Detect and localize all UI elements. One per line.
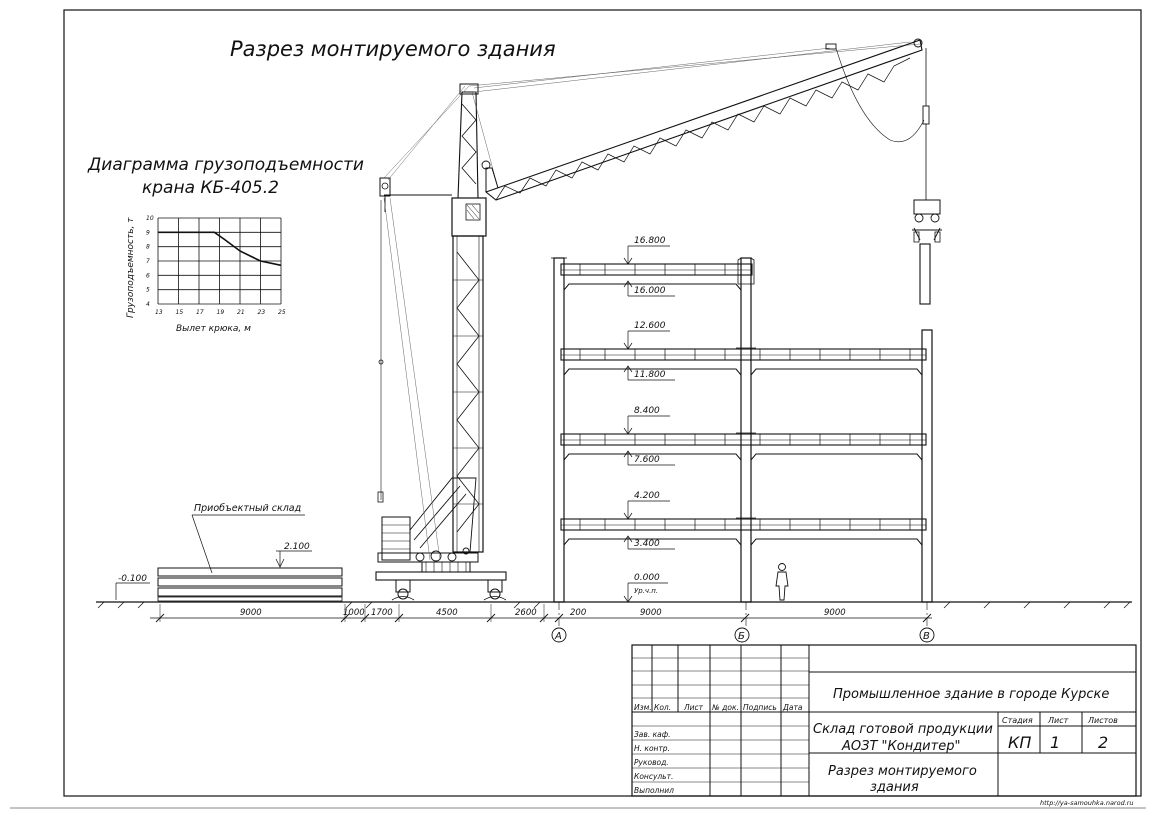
mounted-column <box>920 244 930 304</box>
dim-200: 200 <box>570 608 587 618</box>
sheets-label: Листов <box>1088 716 1118 725</box>
level-ground: 0.000 <box>634 573 660 583</box>
beams <box>564 275 922 545</box>
roof-slab <box>561 264 752 275</box>
floor-slab-1 <box>561 519 926 530</box>
floor-slab-2 <box>561 434 926 445</box>
level-ground-note: Ур.ч.п. <box>634 587 659 595</box>
col-header-kol: Кол. <box>654 703 672 712</box>
floor-slab-3 <box>561 349 926 360</box>
chart-xtick-19: 19 <box>216 309 225 316</box>
chart-xtick-15: 15 <box>175 309 184 316</box>
axis-c-label: В <box>923 631 930 642</box>
drawing-title: Разрез монтируемого здания <box>230 37 556 61</box>
chart-ytick-10: 10 <box>146 215 154 222</box>
role-vypolnil: Выполнил <box>634 786 674 795</box>
object-name-line2: АОЗТ "Кондитер" <box>842 739 961 754</box>
col-header-sign: Подпись <box>743 703 777 712</box>
warehouse-label: Приобъектный склад <box>194 503 302 514</box>
level-marks <box>624 236 675 602</box>
crane-base-frame <box>376 572 506 580</box>
dim-9000-span1: 9000 <box>640 608 662 618</box>
level-3-bottom: 11.800 <box>634 370 666 380</box>
warehouse-ground-level: -0.100 <box>118 574 148 584</box>
chart-xlabel: Вылет крюка, м <box>176 324 251 334</box>
website-url: http://ya-samouhka.narod.ru <box>1040 799 1134 807</box>
tower-crane <box>376 39 942 600</box>
title-block <box>632 645 1136 796</box>
counter-jib-block <box>380 178 390 196</box>
dim-9000-warehouse: 9000 <box>240 608 262 618</box>
project-name: Промышленное здание в городе Курске <box>833 687 1110 702</box>
axis-b-label: Б <box>738 631 745 642</box>
grid-axes <box>552 602 934 642</box>
object-name-line1: Склад готовой продукции <box>813 722 993 737</box>
dim-1000: 1000 <box>343 608 365 618</box>
level-3-top: 12.600 <box>634 321 666 331</box>
role-n-kontr: Н. контр. <box>634 744 670 753</box>
col-header-date: Дата <box>783 703 803 712</box>
chart-title-line1: Диаграмма грузоподъемности <box>88 155 364 175</box>
chart-xtick-21: 21 <box>237 309 245 316</box>
hook-block <box>912 200 942 242</box>
drawing-frame <box>64 10 1141 796</box>
chart-xtick-17: 17 <box>196 309 204 316</box>
col-header-izm: Изм. <box>634 703 652 712</box>
load-chart <box>87 155 364 334</box>
chart-ytick-8: 8 <box>146 243 150 251</box>
wheel-left <box>398 589 408 599</box>
building-section <box>551 258 932 602</box>
slack-rope <box>836 48 924 142</box>
chart-ytick-5: 5 <box>146 286 150 294</box>
stage-value: КП <box>1008 733 1032 752</box>
counterweight <box>382 517 410 560</box>
column-a <box>554 258 564 602</box>
sheet-title-line1: Разрез монтируемого <box>828 764 977 779</box>
role-konsult: Консульт. <box>634 772 674 781</box>
slab-ribs <box>580 264 910 530</box>
column-c <box>922 330 932 602</box>
chart-xtick-23: 23 <box>257 309 266 316</box>
slewing-ring <box>422 562 470 572</box>
dimension-chain <box>150 604 932 622</box>
level-1-top: 4.200 <box>634 491 660 501</box>
dim-1700: 1700 <box>371 608 393 618</box>
panel-stack-1 <box>158 568 342 576</box>
level-roof-top: 16.800 <box>634 236 666 246</box>
chart-ylabel: Грузоподъемность, т <box>126 217 136 318</box>
sheet-label: Лист <box>1048 716 1069 725</box>
on-site-warehouse <box>116 503 342 601</box>
chart-ytick-9: 9 <box>146 229 150 237</box>
chart-ytick-6: 6 <box>146 272 150 280</box>
axis-a-label: А <box>555 631 562 642</box>
tower-head <box>458 92 478 198</box>
role-zav-kaf: Зав. каф. <box>634 730 671 739</box>
pendant-ropes <box>384 42 920 560</box>
role-rukovod: Руковод. <box>634 758 669 767</box>
wheel-right <box>490 589 500 599</box>
panel-stack-base <box>158 597 342 601</box>
chart-title-line2: крана КБ-405.2 <box>142 178 279 198</box>
dim-9000-span2: 9000 <box>824 608 846 618</box>
level-1-bottom: 3.400 <box>634 539 660 549</box>
level-2-top: 8.400 <box>634 406 660 416</box>
chart-xtick-25: 25 <box>278 309 286 316</box>
sheets-value: 2 <box>1098 733 1109 752</box>
chart-ytick-7: 7 <box>146 258 150 265</box>
chart-xtick-13: 13 <box>155 309 163 316</box>
warehouse-top-level: 2.100 <box>284 542 310 552</box>
panel-stack-2 <box>158 578 342 586</box>
worker-figure <box>776 564 788 601</box>
bogie-left <box>396 580 410 592</box>
sheet-value: 1 <box>1050 733 1061 752</box>
dim-2600: 2600 <box>515 608 537 618</box>
bogie-right <box>488 580 502 592</box>
panel-stack-3 <box>158 588 342 596</box>
col-header-doc: № док. <box>712 703 739 712</box>
turntable-platform <box>378 553 478 562</box>
level-roof-bottom: 16.000 <box>634 286 666 296</box>
chart-ticks <box>146 215 286 316</box>
column-b <box>741 258 751 602</box>
stage-label: Стадия <box>1002 716 1033 725</box>
level-2-bottom: 7.600 <box>634 455 660 465</box>
dim-4500: 4500 <box>436 608 458 618</box>
chart-ytick-4: 4 <box>146 301 150 308</box>
sheet-title-line2: здания <box>870 780 919 795</box>
col-header-list: Лист <box>684 703 704 712</box>
